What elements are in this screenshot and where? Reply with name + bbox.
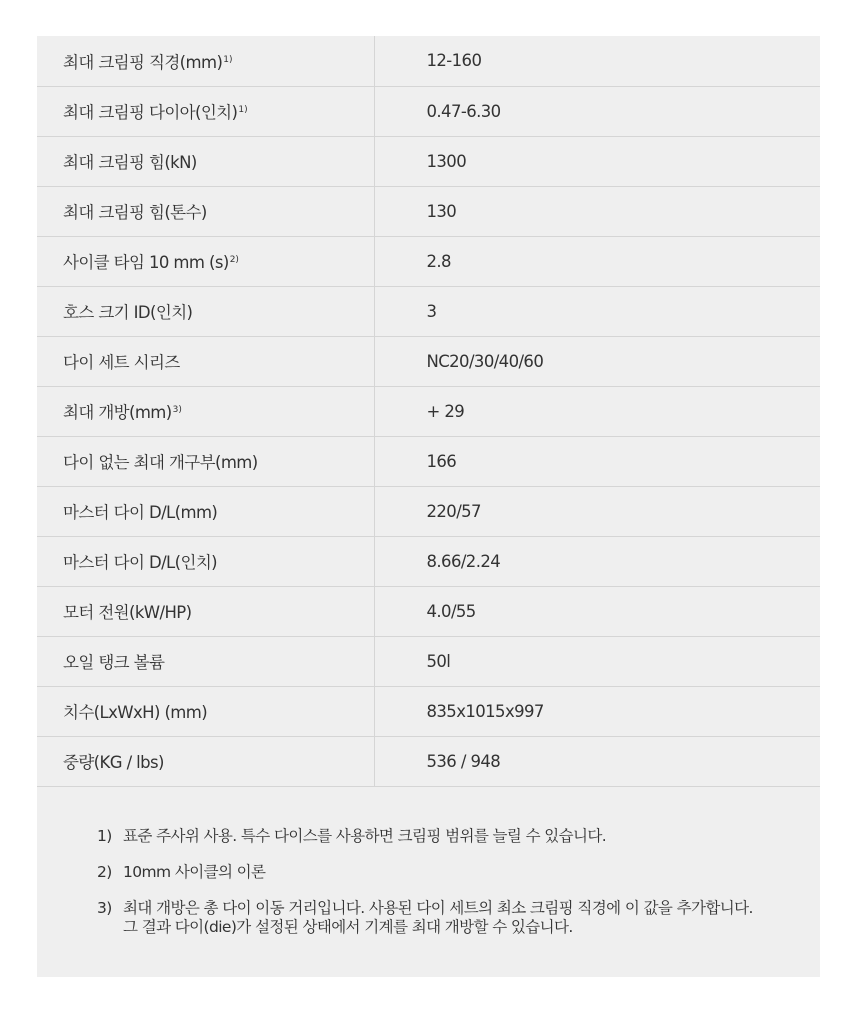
spec-label: 오일 탱크 볼륨 — [63, 653, 165, 672]
spec-label-cell — [37, 486, 374, 536]
spec-label-cell — [37, 136, 374, 186]
footnote-text: 10mm 사이클의 이론 — [123, 862, 266, 881]
spec-row — [37, 536, 820, 586]
spec-label: 다이 세트 시리즈 — [63, 353, 180, 372]
spec-value: 536 / 948 — [374, 736, 820, 786]
spec-value: 4.0/55 — [374, 586, 820, 636]
footnote-text: 표준 주사위 사용. 특수 다이스를 사용하면 크림핑 범위를 늘릴 수 있습니다. — [123, 826, 607, 845]
spec-label: 중량(KG / lbs) — [63, 753, 164, 772]
footnote-item — [97, 863, 820, 882]
footnote-ref: 3) — [172, 405, 182, 415]
footnote-number: 3) — [97, 898, 112, 917]
spec-row — [37, 286, 820, 336]
spec-row — [37, 586, 820, 636]
spec-label-cell — [37, 386, 374, 436]
spec-label-cell — [37, 436, 374, 486]
spec-label-cell — [37, 86, 374, 136]
spec-value: 130 — [374, 186, 820, 236]
footnote-number: 1) — [97, 826, 112, 845]
footnote-item — [97, 827, 820, 846]
spec-label-cell — [37, 586, 374, 636]
spec-label-cell — [37, 536, 374, 586]
spec-label: 최대 크림핑 직경(mm) — [63, 52, 223, 72]
spec-table-body — [37, 36, 820, 786]
spec-label-cell — [37, 636, 374, 686]
spec-value: 220/57 — [374, 486, 820, 536]
spec-value: 2.8 — [374, 236, 820, 286]
footnotes — [37, 787, 820, 977]
spec-value: 12-160 — [374, 36, 820, 86]
spec-label-cell — [37, 236, 374, 286]
spec-label: 최대 크림핑 힘(톤수) — [63, 203, 207, 222]
spec-value: 50l — [374, 636, 820, 686]
spec-label: 호스 크기 ID(인치) — [63, 303, 193, 322]
spec-value: 0.47-6.30 — [374, 86, 820, 136]
spec-row — [37, 136, 820, 186]
spec-label: 사이클 타임 10 mm (s) — [63, 253, 229, 272]
spec-row — [37, 636, 820, 686]
spec-label: 최대 크림핑 힘(kN) — [63, 153, 197, 172]
spec-value: 8.66/2.24 — [374, 536, 820, 586]
spec-label: 마스터 다이 D/L(인치) — [63, 553, 217, 572]
spec-row — [37, 486, 820, 536]
spec-row — [37, 336, 820, 386]
spec-label-cell — [37, 736, 374, 786]
spec-label-cell — [37, 36, 374, 86]
footnote-ref: 2) — [229, 255, 239, 265]
footnote-item — [97, 899, 820, 937]
spec-label: 마스터 다이 D/L(mm) — [63, 503, 218, 522]
spec-value: 1300 — [374, 136, 820, 186]
spec-value: 3 — [374, 286, 820, 336]
footnote-ref: 1) — [223, 54, 233, 65]
spec-row — [37, 236, 820, 286]
spec-label-cell — [37, 686, 374, 736]
spec-row — [37, 86, 820, 136]
footnote-number: 2) — [97, 862, 112, 881]
spec-row — [37, 386, 820, 436]
spec-row — [37, 436, 820, 486]
spec-row — [37, 186, 820, 236]
footnote-text: 최대 개방은 총 다이 이동 거리입니다. 사용된 다이 세트의 최소 크림핑 직경에 이 값을 추가합니다. 그 결과 다이(die)가 설정된 상태에서 기계를 최대 개방할 수 있습니다. — [123, 898, 753, 936]
spec-label: 치수(LxWxH) (mm) — [63, 703, 208, 722]
spec-table — [37, 36, 820, 787]
spec-label-cell — [37, 186, 374, 236]
spec-value: + 29 — [374, 386, 820, 436]
spec-row — [37, 36, 820, 86]
spec-panel — [37, 36, 820, 977]
spec-value: 166 — [374, 436, 820, 486]
spec-label: 최대 개방(mm) — [63, 403, 172, 422]
spec-label: 최대 크림핑 다이아(인치) — [63, 103, 238, 122]
spec-value: 835x1015x997 — [374, 686, 820, 736]
footnote-ref: 1) — [238, 105, 248, 115]
spec-value: NC20/30/40/60 — [374, 336, 820, 386]
spec-row — [37, 686, 820, 736]
spec-row — [37, 736, 820, 786]
spec-label: 다이 없는 최대 개구부(mm) — [63, 453, 258, 472]
spec-label-cell — [37, 286, 374, 336]
spec-label-cell — [37, 336, 374, 386]
spec-label: 모터 전원(kW/HP) — [63, 603, 192, 622]
